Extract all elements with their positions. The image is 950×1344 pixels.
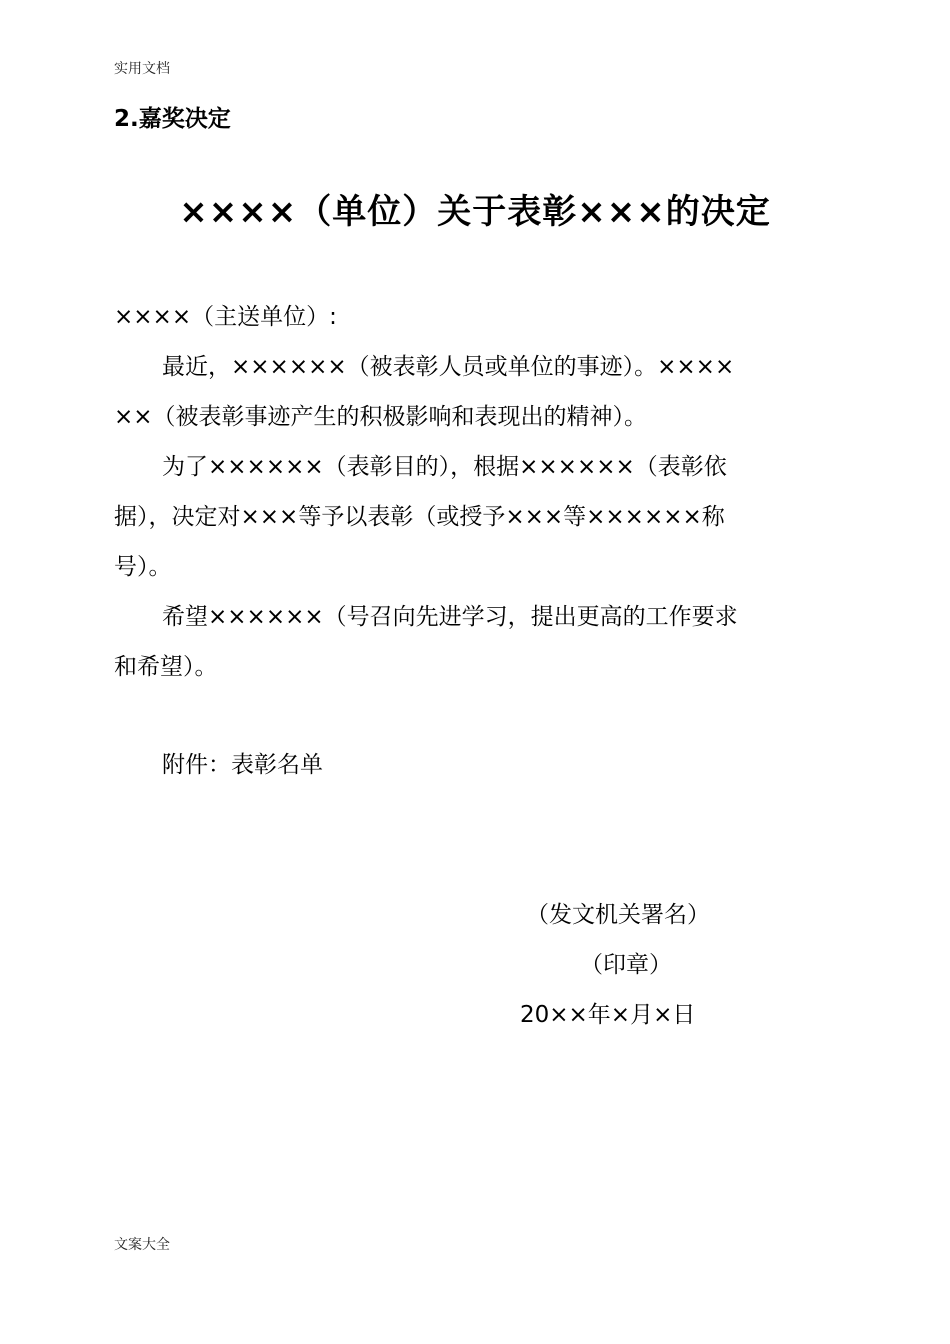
attachment-line: 附件：表彰名单 — [162, 752, 323, 778]
paragraph-2-line-2: 据），决定对×××等予以表彰（或授予×××等××××××称 — [114, 504, 725, 530]
page-header-note: 实用文档 — [114, 61, 170, 77]
signature-organization: （发文机关署名） — [526, 902, 710, 928]
page-footer-note: 文案大全 — [114, 1237, 170, 1253]
paragraph-1-line-2: ××（被表彰事迹产生的积极影响和表现出的精神）。 — [114, 404, 648, 430]
section-heading: 2.嘉奖决定 — [114, 106, 231, 132]
paragraph-2-line-3: 号）。 — [114, 554, 172, 580]
signature-block — [520, 890, 730, 1040]
document-title: ××××（单位）关于表彰×××的决定 — [179, 192, 771, 232]
document-body — [114, 292, 842, 692]
recipient-line: ××××（主送单位）: — [114, 304, 337, 330]
paragraph-3-line-2: 和希望）。 — [114, 654, 218, 680]
paragraph-1-line-1: 最近，××××××（被表彰人员或单位的事迹）。×××× — [162, 354, 735, 380]
signature-seal: （印章） — [580, 952, 672, 978]
signature-date: 20××年×月×日 — [520, 1002, 696, 1028]
paragraph-3-line-1: 希望××××××（号召向先进学习，提出更高的工作要求 — [162, 604, 738, 630]
paragraph-2-line-1: 为了××××××（表彰目的），根据××××××（表彰依 — [162, 454, 727, 480]
